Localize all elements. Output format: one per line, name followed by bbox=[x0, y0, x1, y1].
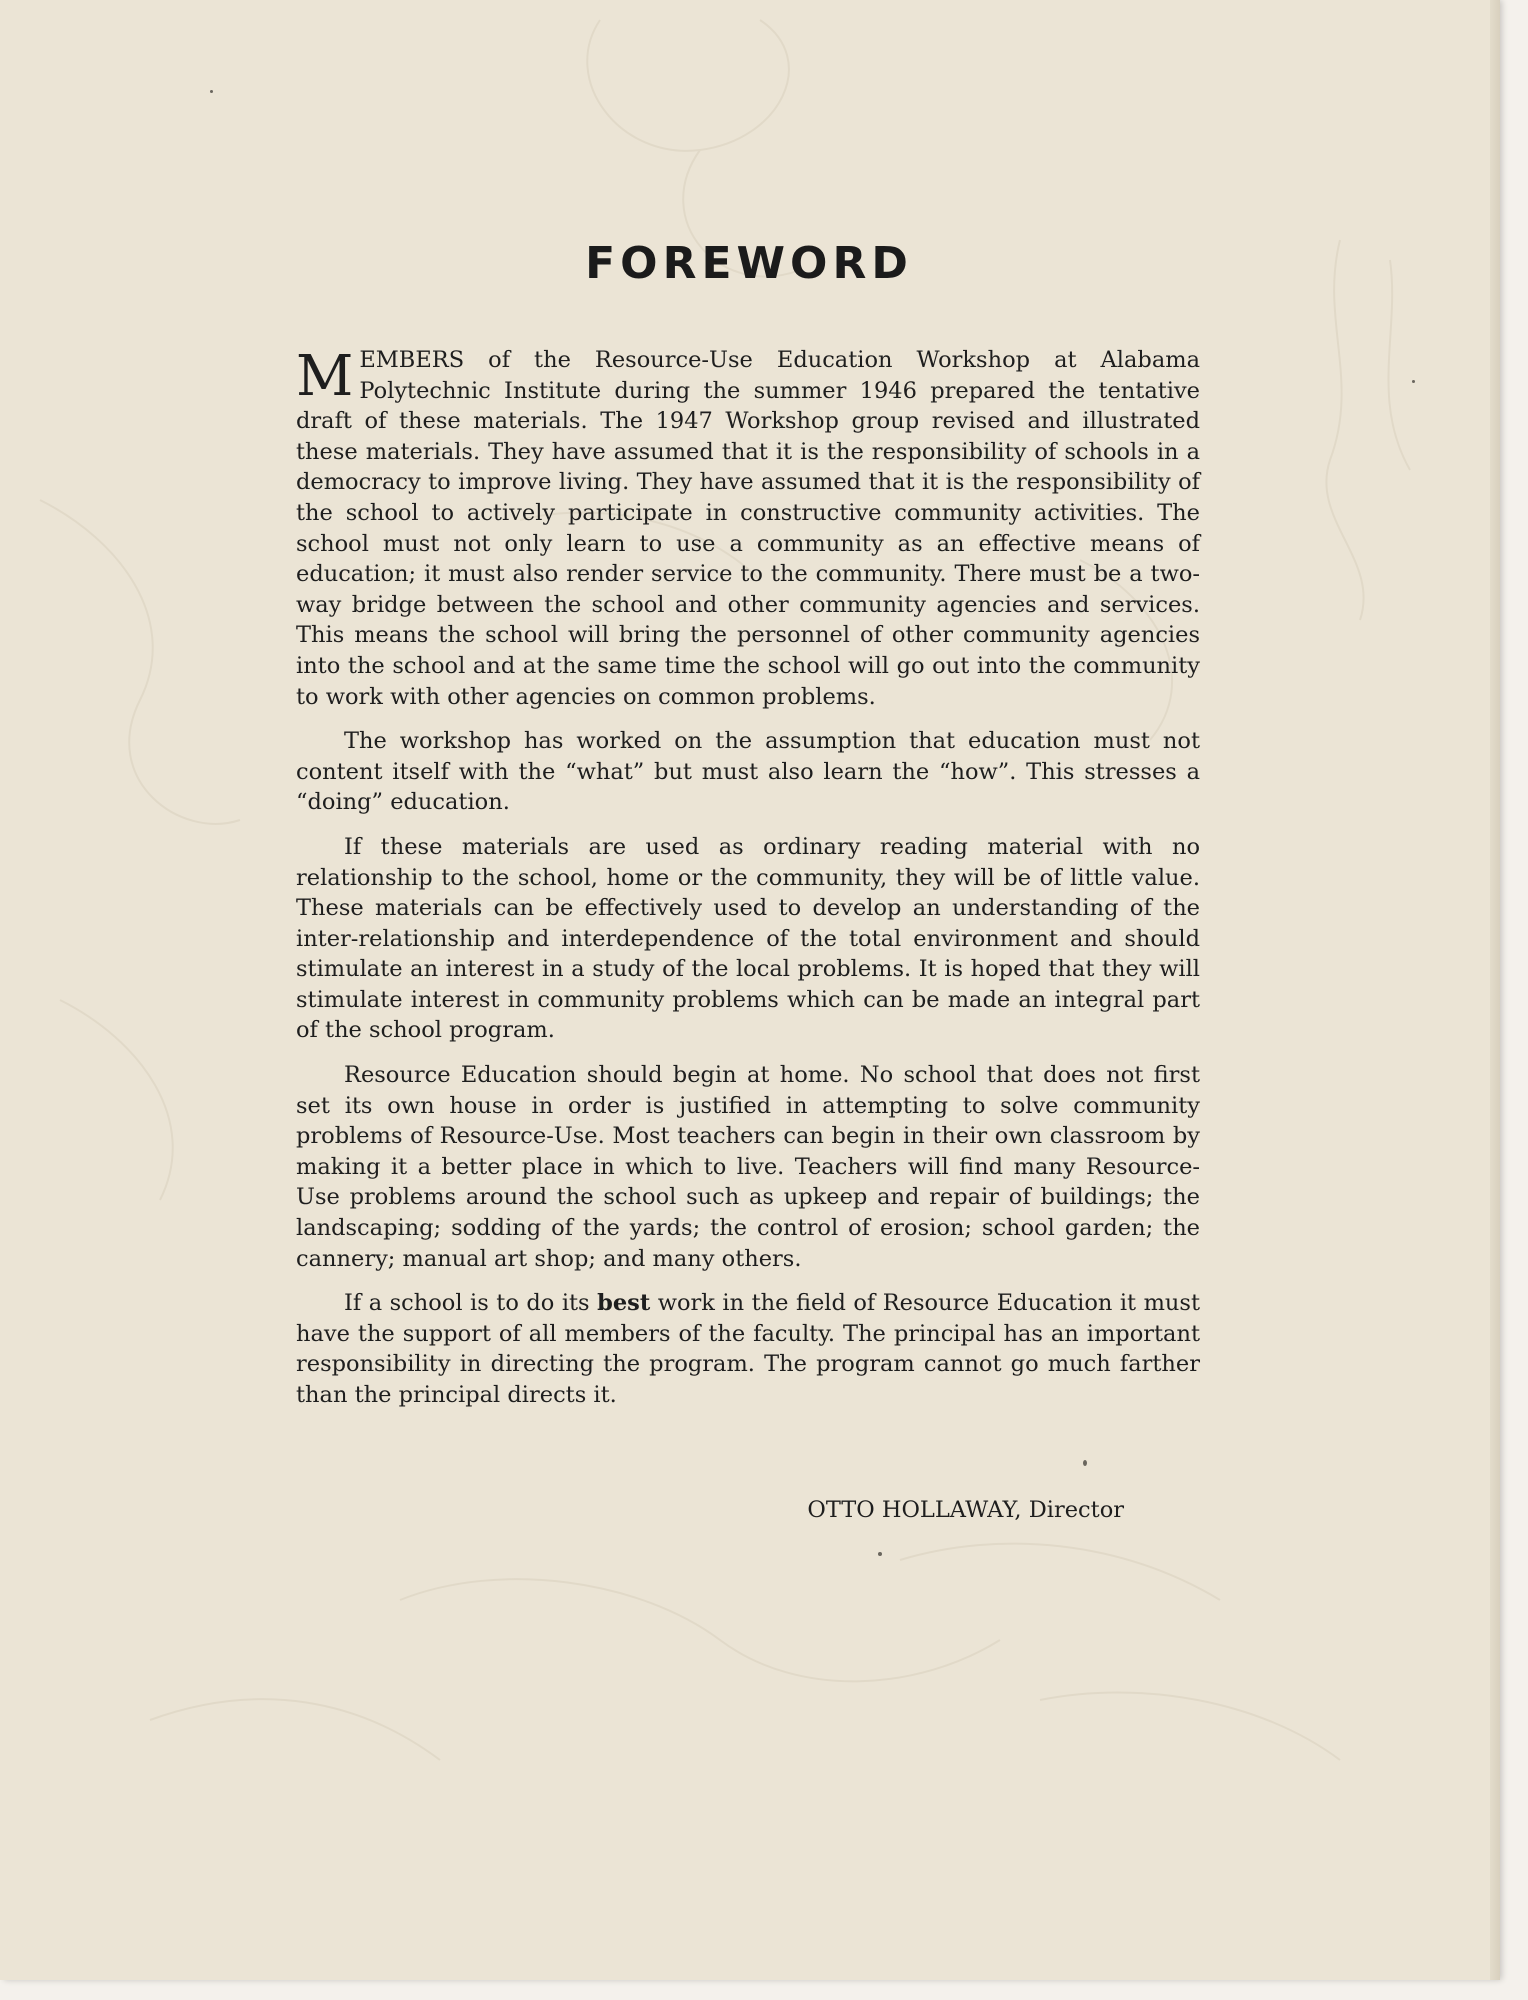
page-title: FOREWORD bbox=[585, 238, 913, 289]
paper-edge bbox=[1490, 0, 1500, 1980]
paragraph-4: Resource Education should begin at home. No school that does not first set its own house in order is justified in attempting to solve community problems of Resource-Use. Most teachers can begin in their own classroom by making it a better place in which to live. Teachers will find many Resource-Use problems around the school such as upkeep and repair of buildings; the landscaping; sodding of the yards; the control of erosion; school garden; the cannery; manual art shop; and many others. bbox=[296, 1062, 1200, 1272]
paragraph-5-bold-word: best bbox=[597, 1290, 651, 1317]
foreword-body bbox=[296, 345, 1200, 1425]
paragraph-1 bbox=[296, 345, 1200, 712]
paragraph-5-text-end: work in the field of Resource Education it must have the support of all members of the faculty. The principal has an important responsibility in directing the program. The program cannot go much farther than the principal directs it. bbox=[296, 1290, 1200, 1408]
ink-speck bbox=[1412, 380, 1415, 383]
signature-line: OTTO HOLLAWAY, Director bbox=[807, 1497, 1124, 1523]
drop-cap-letter: M bbox=[296, 344, 354, 409]
ink-speck bbox=[878, 1552, 882, 1556]
ink-speck bbox=[210, 90, 213, 93]
paragraph-2: The workshop has worked on the assumption that education must not content itself with the “what” but must also learn the “how”. This stresses a “doing” education. bbox=[296, 728, 1200, 816]
paragraph-5-text-start: If a school is to do its bbox=[344, 1290, 598, 1317]
paragraph-5 bbox=[296, 1288, 1200, 1410]
ink-speck bbox=[1083, 1460, 1087, 1466]
paragraph-3: If these materials are used as ordinary reading material with no relationship to the school, home or the community, they will be of little value. These materials can be effectively used to develop an understanding of the inter-relationship and interdependence of the total environment and should stimulate an interest in a study of the local problems. It is hoped that they will stimulate interest in community problems which can be made an integral part of the school program. bbox=[296, 833, 1200, 1044]
paragraph-1-text: EMBERS of the Resource-Use Education Workshop at Alabama Polytechnic Institute during the summer 1946 prepared the tentative draft of these materials. The 1947 Workshop group revised and illustrated these materials. They have assumed that it is the responsibility of schools in a democracy to improve living. They have assumed that it is the responsibility of the school to actively participate in constructive community activities. The school must not only learn to use a community as an effective means of education; it must also render service to the community. There must be a two-way bridge between the school and other community agencies and services. This means the school will bring the personnel of other community agencies into the school and at the same time the school will go out into the community to work with other agencies on common problems. bbox=[296, 347, 1200, 710]
